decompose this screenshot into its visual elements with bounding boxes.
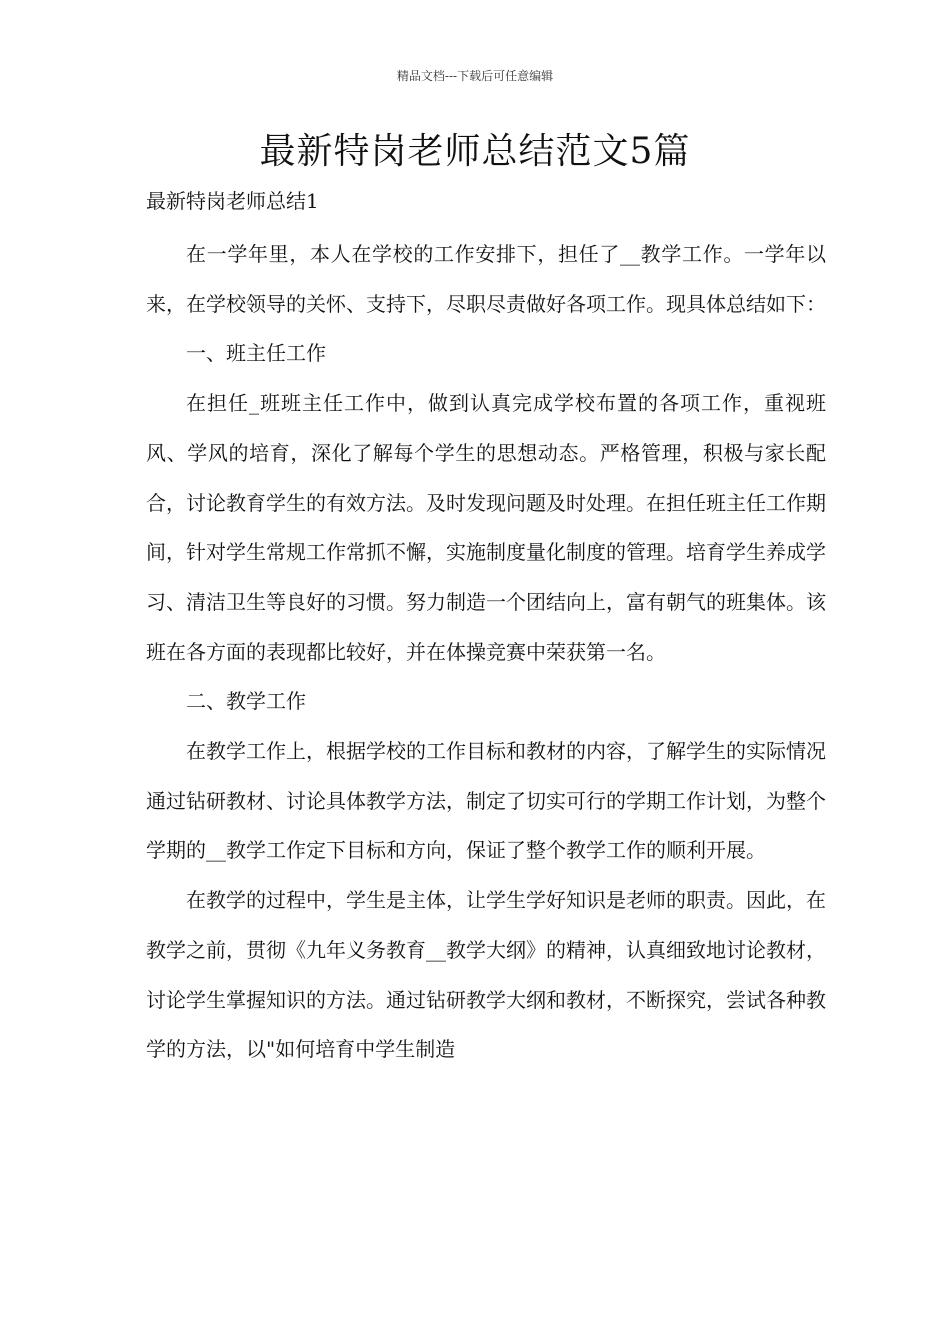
document-body [146,230,826,1075]
paragraph: 在教学的过程中，学生是主体，让学生学好知识是老师的职责。因此，在教学之前，贯彻《九年义务教育__教学大纲》的精神，认真细致地讨论教材，讨论学生掌握知识的方法。通过钻研教学大纲和教材，不断探究，尝试各种教学的方法，以"如何培育中学生制造 [146,888,826,1062]
paragraph: 在担任_班班主任工作中，做到认真完成学校布置的各项工作，重视班风、学风的培育，深化了解每个学生的思想动态。严格管理，积极与家长配合，讨论教育学生的有效方法。及时发现问题及时处理。在担任班主任工作期间，针对学生常规工作常抓不懈，实施制度量化制度的管理。培育学生养成学习、清洁卫生等良好的习惯。努力制造一个团结向上，富有朝气的班集体。该班在各方面的表现都比较好，并在体操竞赛中荣获第一名。 [146,391,826,664]
section-heading-teaching: 二、教学工作 [186,689,306,714]
document-title: 最新特岗老师总结范文5篇 [259,131,691,172]
paragraph: 在教学工作上，根据学校的工作目标和教材的内容，了解学生的实际情况通过钻研教材、讨论具体教学方法，制定了切实可行的学期工作计划，为整个学期的__教学工作定下目标和方向，保证了整个教学工作的顺利开展。 [146,739,826,863]
section-heading-class-teacher: 一、班主任工作 [186,341,326,366]
paragraph: 在一学年里，本人在学校的工作安排下，担任了__教学工作。一学年以来，在学校领导的关怀、支持下，尽职尽责做好各项工作。现具体总结如下： [146,242,826,316]
header-note: 精品文档---下载后可任意编辑 [396,69,554,83]
section-subtitle: 最新特岗老师总结1 [146,189,319,213]
